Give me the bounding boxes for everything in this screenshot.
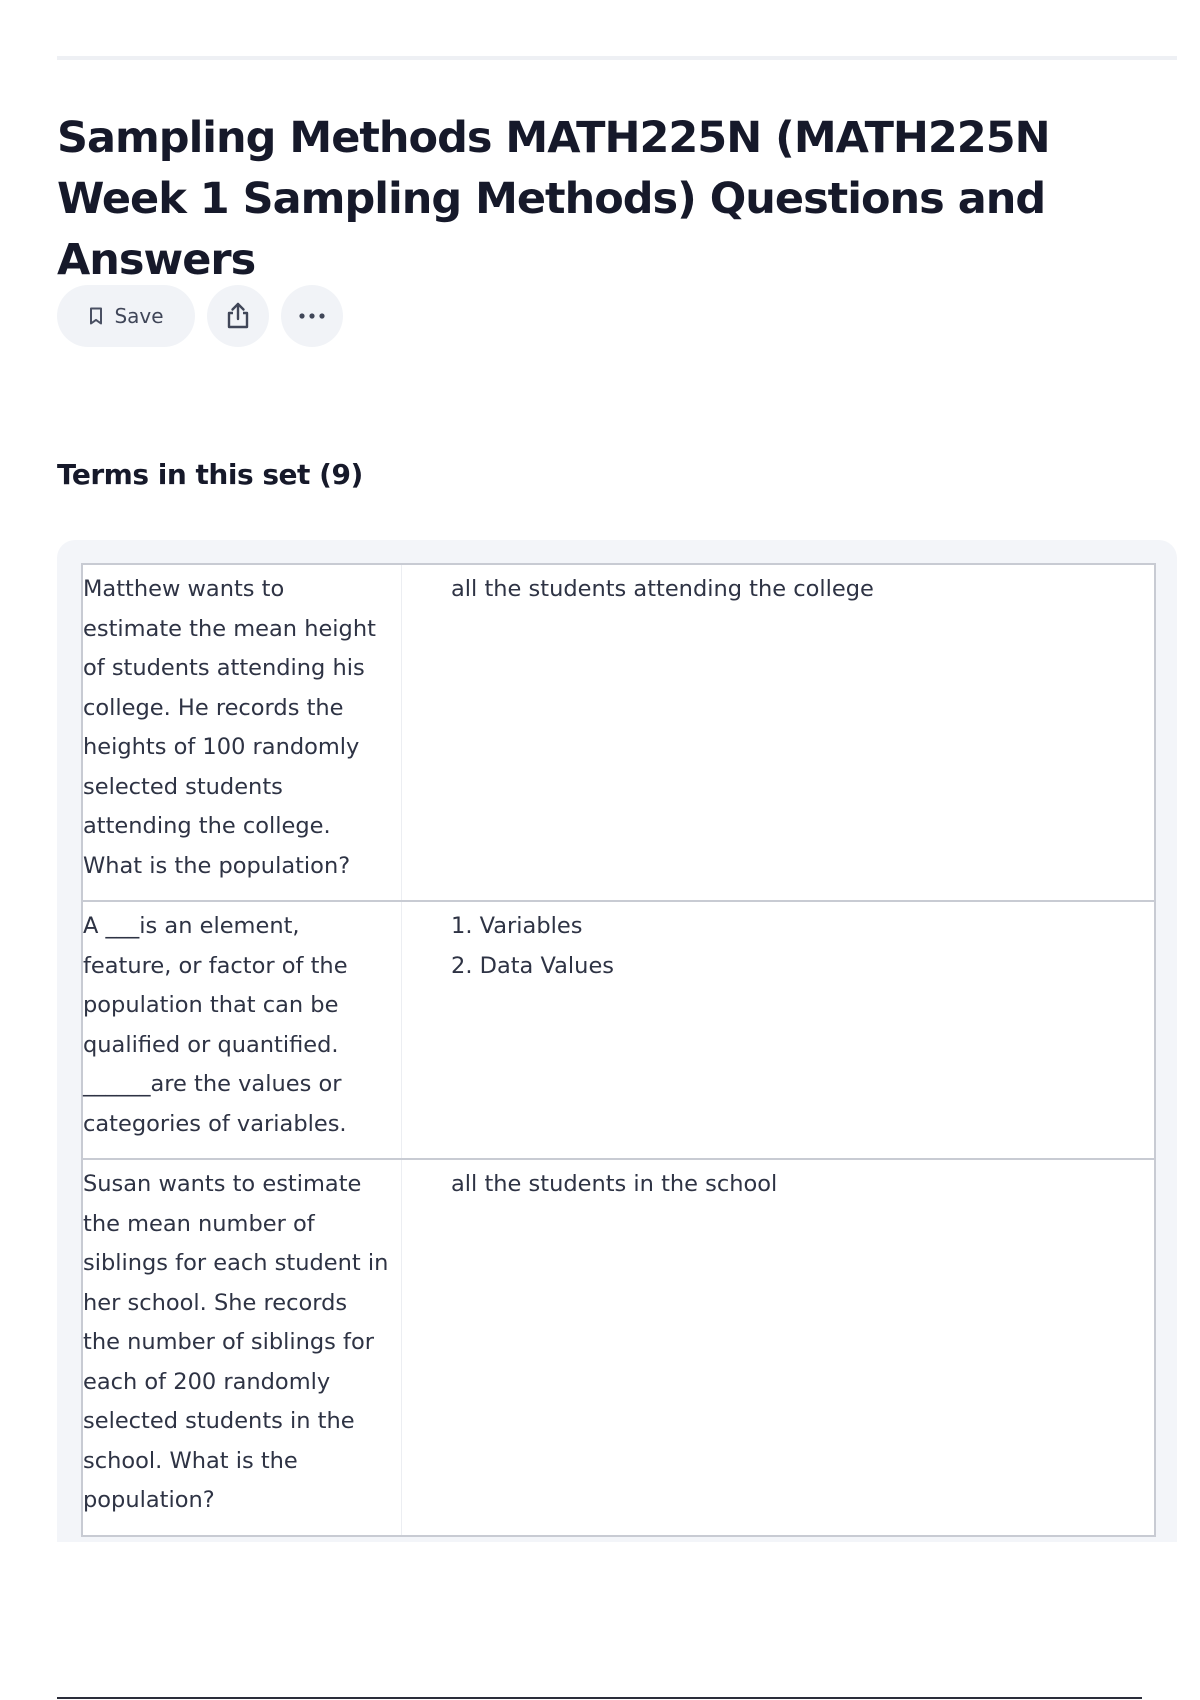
term-cell: Matthew wants to estimate the mean height of students attending his college. He records the heights of 100 randomly selected students attending the college. What is the population? [83, 565, 402, 900]
definition-cell: all the students in the school [451, 1171, 778, 1197]
save-label: Save [114, 304, 164, 328]
share-button[interactable] [207, 285, 269, 347]
terms-table [81, 563, 1156, 1537]
definition-cell: 1. Variables 2. Data Values [451, 913, 615, 979]
save-button[interactable] [57, 285, 195, 347]
table-row [83, 565, 1154, 902]
table-row [83, 902, 1154, 1160]
more-horizontal-icon [297, 312, 327, 320]
table-row [83, 1160, 1154, 1535]
share-icon [224, 301, 252, 331]
bottom-divider [57, 1697, 1142, 1699]
terms-heading: Terms in this set (9) [57, 458, 363, 491]
term-cell: Susan wants to estimate the mean number of siblings for each student in her school. She records the number of siblings for each of 200 randomly selected students in the school. What is the population? [83, 1160, 402, 1535]
term-cell: A ___is an element, feature, or factor of the population that can be qualified or quantified. ______are the values or categories of variables. [83, 902, 402, 1158]
more-options-button[interactable] [281, 285, 343, 347]
action-bar [57, 285, 343, 347]
page-title: Sampling Methods MATH225N (MATH225N Week 1 Sampling Methods) Questions and Answers [57, 113, 1050, 285]
bookmark-icon [88, 306, 104, 326]
definition-cell: all the students attending the college [451, 576, 874, 602]
terms-card [57, 540, 1177, 1542]
top-divider [57, 56, 1177, 60]
